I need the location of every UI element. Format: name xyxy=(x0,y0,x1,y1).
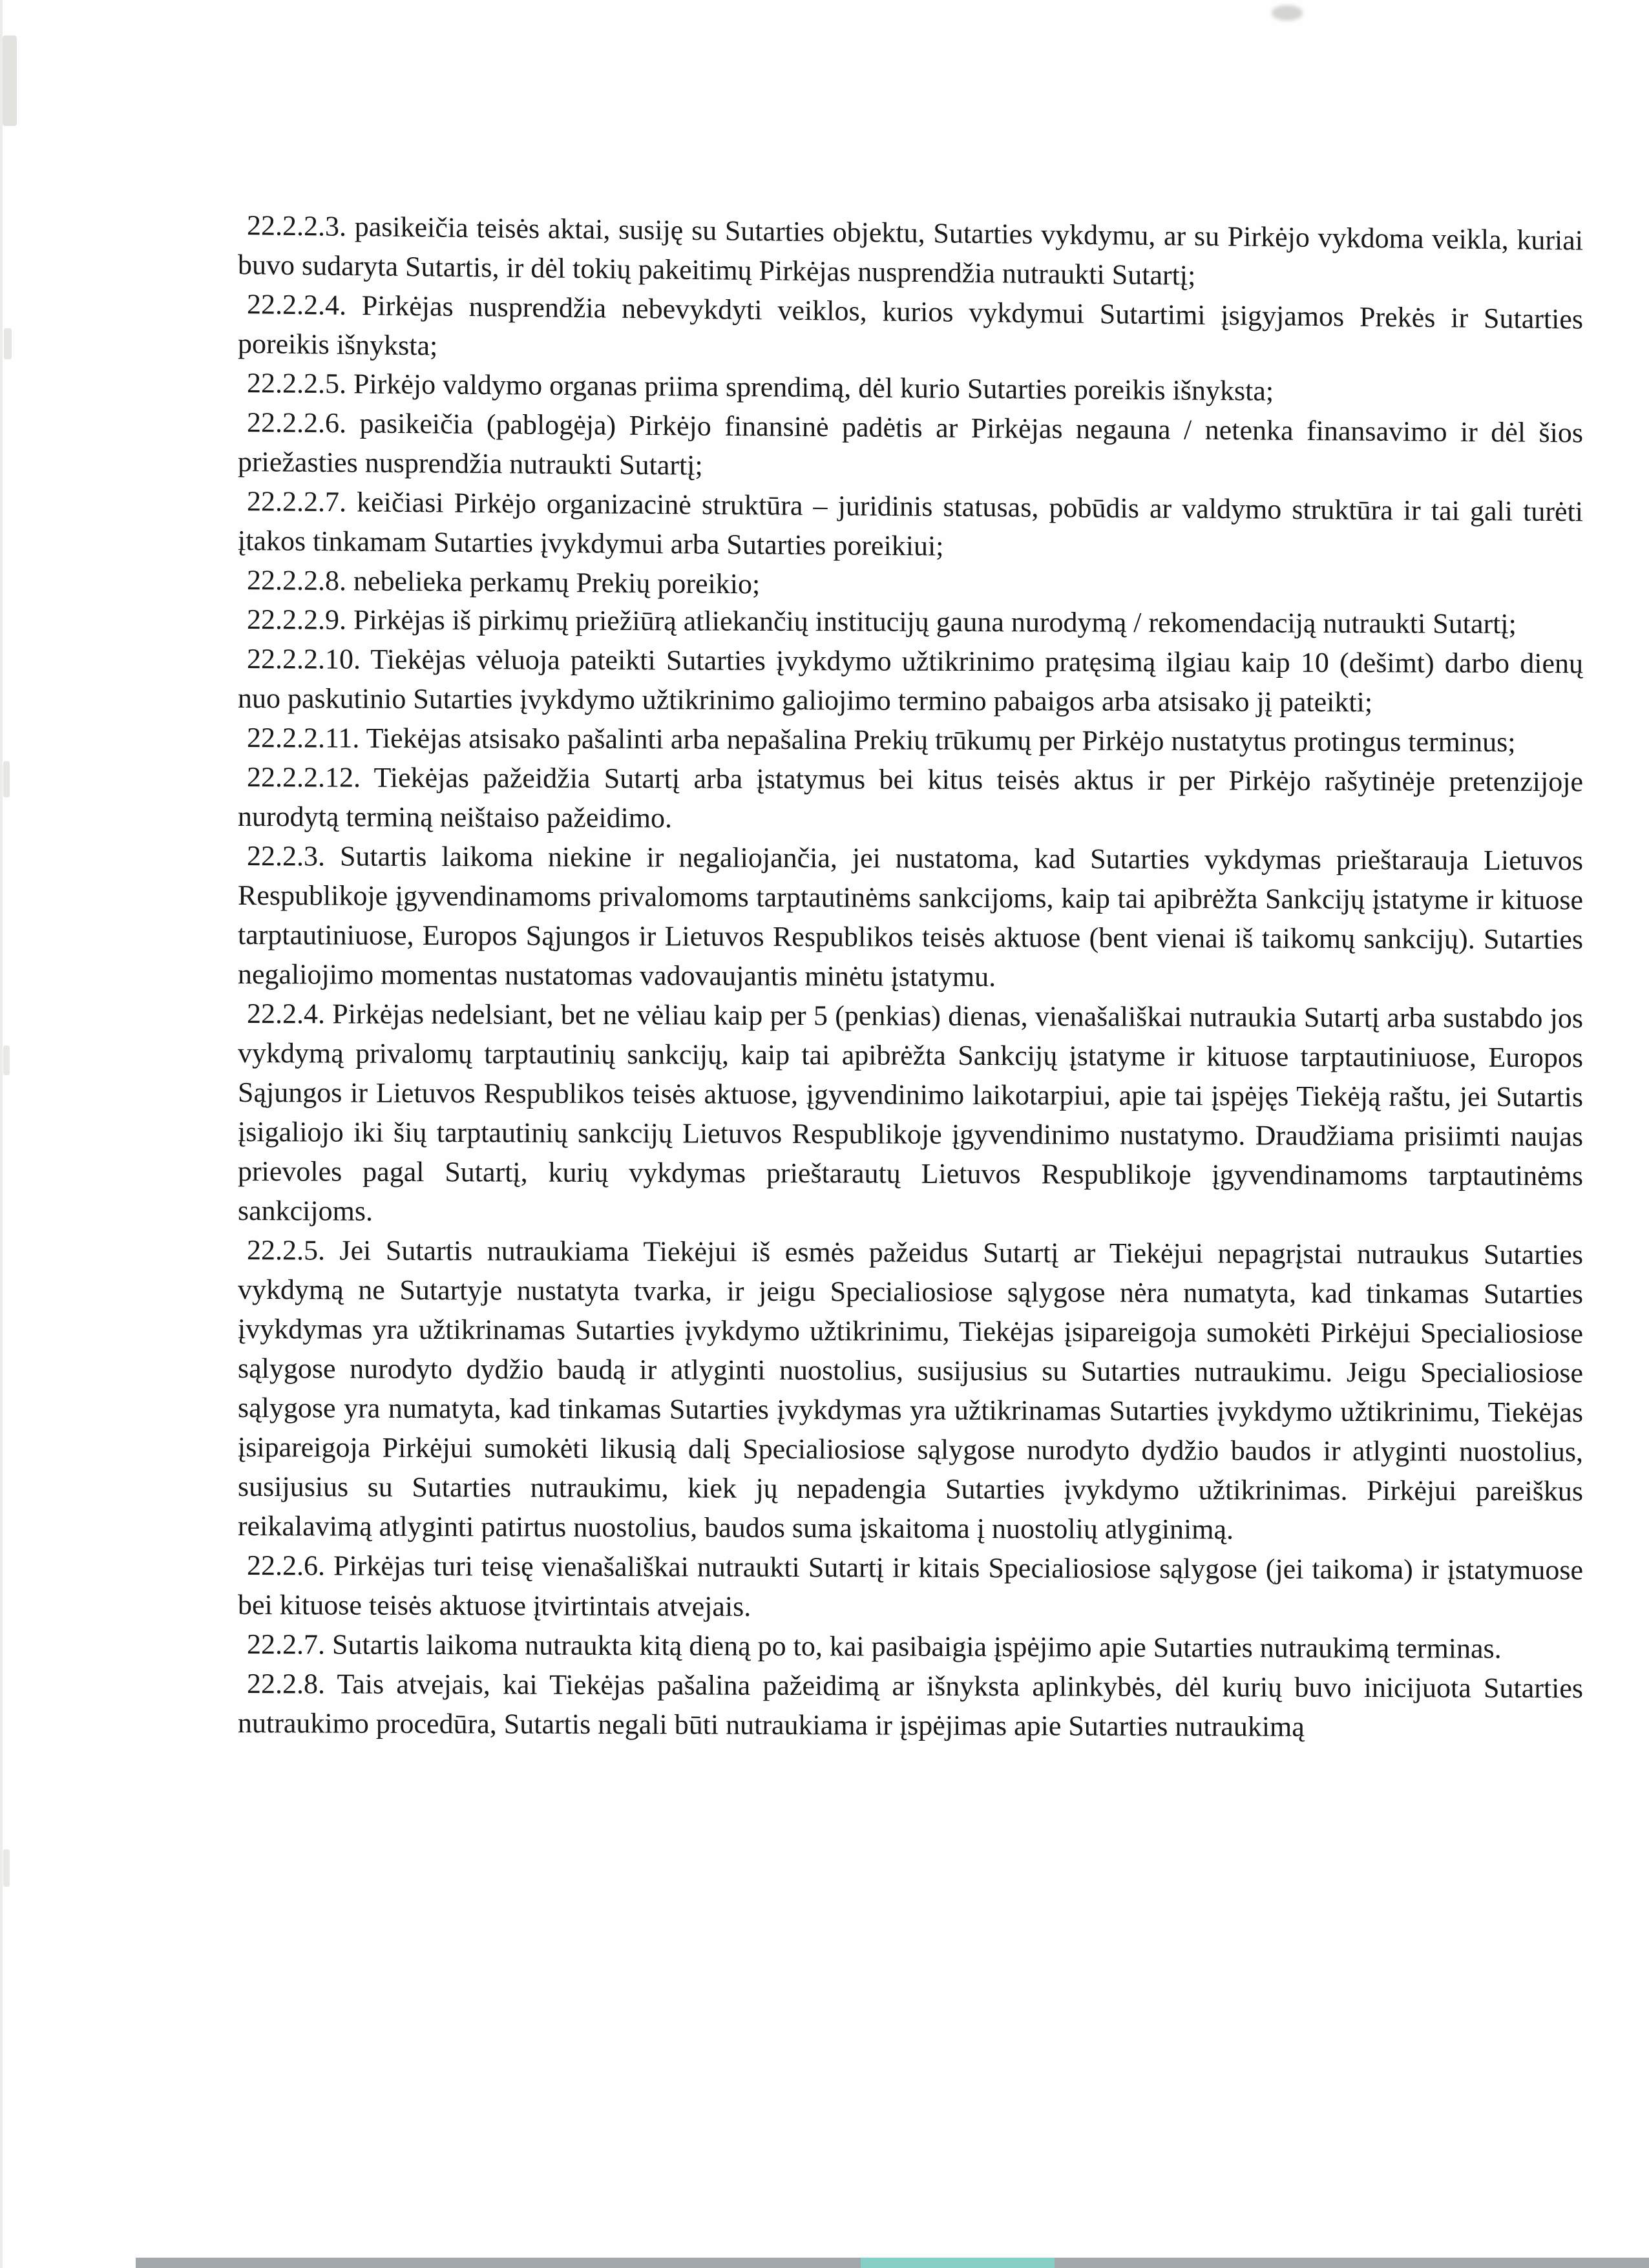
clause-paragraph: 22.2.2.4. Pirkėjas nusprendžia nebevykdyti veiklos, kurios vykdymui Sutartimi įsigyjamos Prekės ir Sutarties poreikis išnyksta; xyxy=(238,288,1583,362)
clause-paragraph: 22.2.2.6. pasikeičia (pablogėja) Pirkėjo finansinė padėtis ar Pirkėjas negauna / netenka finansavimo ir dėl šios priežasties nusprendžia nutraukti Sutartį; xyxy=(238,406,1583,481)
clause-paragraph: 22.2.2.7. keičiasi Pirkėjo organizacinė struktūra – juridinis statusas, pobūdis ar valdymo struktūra ir tai gali turėti įtakos tinkamam Sutarties įvykdymui arba Sutarties poreikiui; xyxy=(238,485,1583,562)
clause-paragraph: 22.2.7. Sutartis laikoma nutraukta kitą dieną po to, kai pasibaigia įspėjimo apie Sutarties nutraukimą terminas. xyxy=(247,1628,1502,1664)
clause-paragraph: 22.2.2.10. Tiekėjas vėluoja pateikti Sutarties įvykdymo užtikrinimo pratęsimą ilgiau kaip 10 (dešimt) darbo dienų nuo paskutinio Sutarties įvykdymo užtikrinimo galiojimo termino pabaigos arba atsisako jį pateikti; xyxy=(238,643,1583,719)
scan-edge-strip xyxy=(0,0,3,2268)
clause-paragraph: 22.2.2.8. nebelieka perkamų Prekių poreikio; xyxy=(247,564,761,600)
clause-paragraph: 22.2.2.5. Pirkėjo valdymo organas priima sprendimą, dėl kurio Sutarties poreikis išnyksta; xyxy=(247,367,1274,407)
contract-text-block xyxy=(238,205,1583,1747)
clause-paragraph: 22.2.5. Jei Sutartis nutraukiama Tiekėjui iš esmės pažeidus Sutartį ar Tiekėjui nepagrįstai nutraukus Sutarties vykdymą ne Sutartyje nustatyta tvarka, ir jeigu Specialiosiose sąlygose nėra numatyta, kad tinkamas Sutarties įvykdymas yra užtikrinamas Sutarties įvykdymo užtikrinimu, Tiekėjas įsipareigoja sumokėti Pirkėjui Specialiosiose sąlygose nurodyto dydžio baudą ir atlyginti nuostolius, susijusius su Sutarties nutraukimu. Jeigu Specialiosiose sąlygose yra numatyta, kad tinkamas Sutarties įvykdymas yra užtikrinamas Sutarties įvykdymo užtikrinimu, Tiekėjas įsipareigoja Pirkėjui sumokėti likusią dalį Specialiosiose sąlygose nurodyto dydžio baudos ir atlyginti nuostolius, susijusius su Sutarties nutraukimu, kiek jų nepadengia Sutarties įvykdymo užtikrinimas. Pirkėjui pareiškus reikalavimą atlyginti patirtus nuostolius, baudos suma įskaitoma į nuostolių atlyginimą. xyxy=(238,1234,1583,1546)
clause-paragraph: 22.2.2.12. Tiekėjas pažeidžia Sutartį arba įstatymus bei kitus teisės aktus ir per Pirkėjo rašytinėje pretenzijoje nurodytą terminą neištaiso pažeidimo. xyxy=(238,761,1583,834)
clause-paragraph: 22.2.6. Pirkėjas turi teisę vienašališkai nutraukti Sutartį ir kitais Specialiosiose sąlygose (jei taikoma) ir įstatymuose bei kituose teisės aktuose įtvirtintais atvejais. xyxy=(238,1549,1583,1622)
clause-paragraph: 22.2.2.3. pasikeičia teisės aktai, susiję su Sutarties objektu, Sutarties vykdymu, ar su Pirkėjo vykdoma veikla, kuriai buvo sudaryta Sutartis, ir dėl tokių pakeitimų Pirkėjas nusprendžia nutraukti Sutartį; xyxy=(238,209,1583,291)
clause-paragraph: 22.2.2.11. Tiekėjas atsisako pašalinti arba nepašalina Prekių trūkumų per Pirkėjo nustatytus protingus terminus; xyxy=(247,722,1516,758)
scan-edge-mark xyxy=(3,1045,10,1075)
scan-edge-mark xyxy=(3,36,17,126)
scan-smudge-top-right xyxy=(1272,5,1303,21)
scan-edge-mark xyxy=(4,328,12,359)
scan-edge-mark xyxy=(3,761,10,797)
scan-bottom-band-teal xyxy=(861,2258,1055,2268)
clause-paragraph: 22.2.4. Pirkėjas nedelsiant, bet ne vėliau kaip per 5 (penkias) dienas, vienašališkai nutraukia Sutartį arba sustabdo jos vykdymą privalomų tarptautinių sankcijų, kaip tai apibrėžta Sankcijų įstatyme ir kituose tarptautiniuose, Europos Sąjungos ir Lietuvos Respublikos teisės aktuose, įgyvendinimo laikotarpiui, apie tai įspėjęs Tiekėją raštu, jei Sutartis įsigaliojo iki šių tarptautinių sankcijų Lietuvos Respublikoje įgyvendinimo nustatymo. Draudžiama prisiimti naujas prievoles pagal Sutartį, kurių vykdymas prieštarautų Lietuvos Respublikoje įgyvendinamoms tarptautinėms sankcijoms. xyxy=(238,998,1583,1227)
clause-paragraph: 22.2.3. Sutartis laikoma niekine ir negaliojančia, jei nustatoma, kad Sutarties vykdymas prieštarauja Lietuvos Respublikoje įgyvendinamoms privalomoms tarptautinėms sankcijoms, kaip tai apibrėžta Sankcijų įstatyme ir kituose tarptautiniuose, Europos Sąjungos ir Lietuvos Respublikos teisės aktuose (bent vienai iš taikomų sankcijų). Sutarties negaliojimo momentas nustatomas vadovaujantis minėtu įstatymu. xyxy=(238,840,1583,993)
clause-paragraph: 22.2.2.9. Pirkėjas iš pirkimų priežiūrą atliekančių institucijų gauna nurodymą / rekomendaciją nutraukti Sutartį; xyxy=(247,604,1517,640)
clause-paragraph: 22.2.8. Tais atvejais, kai Tiekėjas pašalina pažeidimą ar išnyksta aplinkybės, dėl kurių buvo inicijuota Sutarties nutraukimo procedūra, Sutartis negali būti nutraukiama ir įspėjimas apie Sutarties nutraukimą xyxy=(238,1668,1583,1743)
scan-edge-mark xyxy=(3,1849,10,1887)
